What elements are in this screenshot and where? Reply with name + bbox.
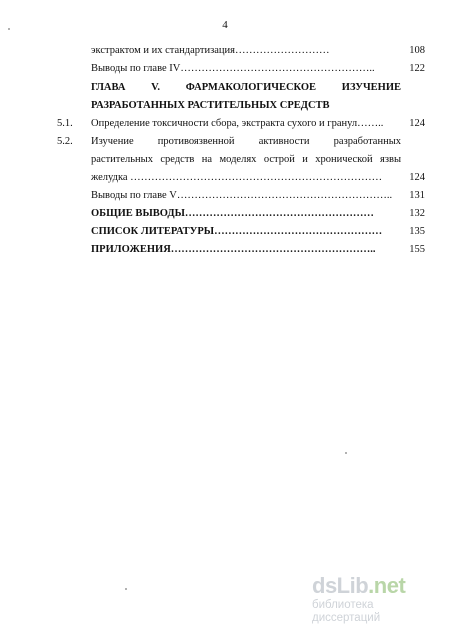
toc-entry-page: 131 <box>409 190 425 201</box>
toc-entry-page: 124 <box>409 118 425 129</box>
toc-entry-text: экстрактом и их стандартизация……………………… <box>91 45 330 56</box>
toc-entry-number: 5.2. <box>57 136 73 147</box>
watermark-subtitle: библиотека диссертаций <box>312 599 381 624</box>
watermark <box>312 574 437 625</box>
toc-entry-page: 108 <box>409 45 425 56</box>
toc-entry-text: ПРИЛОЖЕНИЯ………………………………………………….. <box>91 244 376 255</box>
toc-entry-text-line1: Изучение противоязвенной активности разработанных <box>91 136 401 147</box>
toc-entry-text: Определение токсичности сбора, экстракта сухого и гранул…….. <box>91 118 384 129</box>
toc-entry-page: 124 <box>409 172 425 183</box>
toc-entry-page: 122 <box>409 63 425 74</box>
scan-speck <box>345 452 347 454</box>
chapter-heading-line1: ГЛАВА V. ФАРМАКОЛОГИЧЕСКОЕ ИЗУЧЕНИЕ <box>91 82 401 93</box>
toc-entry-page: 155 <box>409 244 425 255</box>
toc-entry-text-line2: растительных средств на моделях острой и хронической язвы <box>91 154 401 165</box>
toc-entry-number: 5.1. <box>57 118 73 129</box>
watermark-logo: dsLib.net <box>312 573 406 598</box>
toc-entry-text: ОБЩИЕ ВЫВОДЫ……………………………………………… <box>91 208 374 219</box>
chapter-heading-line2: РАЗРАБОТАННЫХ РАСТИТЕЛЬНЫХ СРЕДСТВ <box>91 100 330 111</box>
toc-entry-text: СПИСОК ЛИТЕРАТУРЫ………………………………………… <box>91 226 383 237</box>
toc-entry-page: 135 <box>409 226 425 237</box>
page-number: 4 <box>222 19 228 31</box>
toc-entry-text: Выводы по главе IV……………………………………………….. <box>91 63 375 74</box>
scan-speck <box>8 28 10 30</box>
scan-speck <box>125 588 127 590</box>
toc-entry-text: Выводы по главе V…………………………………………………….. <box>91 190 393 201</box>
toc-entry-page: 132 <box>409 208 425 219</box>
toc-entry-text-line3: желудка ……………………………………………………………… <box>91 172 383 183</box>
